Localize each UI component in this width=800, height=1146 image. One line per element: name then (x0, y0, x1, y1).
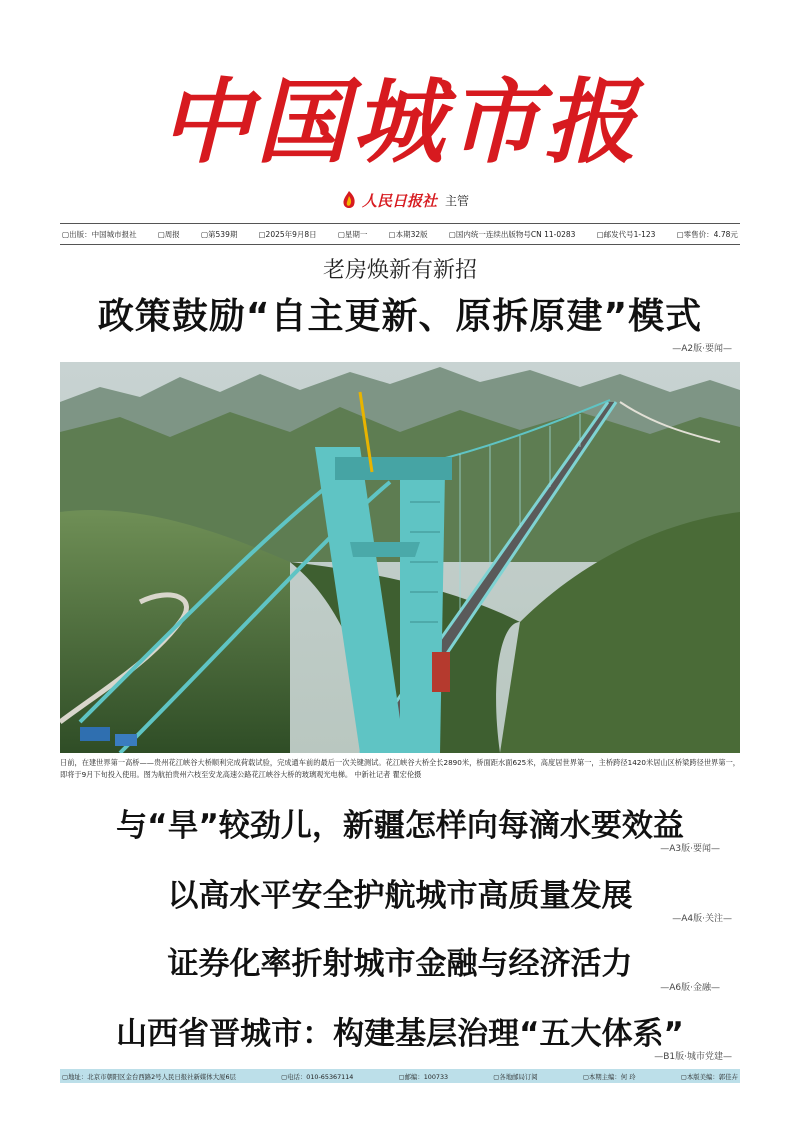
story-page-ref: —A4版·关注— (672, 914, 732, 924)
story-page-ref: —B1版·城市党建— (654, 1052, 732, 1062)
story-headline[interactable]: 证券化率折射城市金融与经济活力 (167, 946, 633, 982)
story-page-ref: —A3版·要闻— (660, 844, 720, 854)
footer-phone: ▢电话：010-65367114 (281, 1072, 354, 1081)
info-issue: ▢第539期 (200, 229, 238, 239)
publication-info-bar (60, 223, 740, 245)
story-headline[interactable]: 以高水平安全护航城市高质量发展 (167, 878, 633, 914)
masthead-title: 中国城市报 (159, 68, 640, 176)
info-cn-number: ▢国内统一连续出版物号CN 11-0283 (448, 229, 576, 239)
info-pages: ▢本期32版 (388, 229, 428, 239)
photo-caption: 日前，在建世界第一高桥——贵州花江峡谷大桥顺利完成荷载试验，完成通车前的最后一次关键测试。花江峡谷大桥全长2890米，桥面距水面625米，高度居世界第一，主桥跨径1420米居山区桥梁跨径世界第一，即将于9月下旬投入使用。图为航拍贵州六枝至安龙高速公路花江峡谷大桥的玻璃观光电梯。 中新社记者 瞿宏伦摄 (60, 758, 740, 779)
sponsor-line (340, 188, 469, 212)
lead-headline[interactable]: 政策鼓励“自主更新、原拆原建”模式 (97, 296, 703, 337)
sponsor-name: 人民日报社 (362, 191, 438, 210)
footer-chief-editor: ▢本期主编：何 玲 (582, 1072, 636, 1081)
people-daily-logo-icon (340, 190, 358, 210)
story-page-ref: —A6版·金融— (660, 983, 720, 993)
info-postal-code: ▢邮发代号1-123 (596, 229, 656, 239)
story-headline[interactable]: 与“旱”较劲儿，新疆怎样向每滴水要效益 (116, 808, 684, 844)
info-price: ▢零售价：4.78元 (676, 229, 738, 239)
footer-subscription: ▢各地邮局订阅 (493, 1072, 538, 1081)
lead-photo[interactable] (60, 362, 740, 753)
footer-info-bar (60, 1069, 740, 1083)
info-publisher: ▢出版：中国城市报社 (62, 229, 137, 239)
info-date: ▢2025年9月8日 (258, 229, 317, 239)
footer-designer: ▢本版美编：郭佳卉 (680, 1072, 738, 1081)
lead-kicker[interactable]: 老房焕新有新招 (322, 258, 477, 283)
info-weekday: ▢星期一 (337, 229, 368, 239)
footer-postcode: ▢邮编：100733 (398, 1072, 449, 1081)
info-frequency: ▢周报 (157, 229, 180, 239)
footer-address: ▢地址：北京市朝阳区金台西路2号人民日报社新媒体大厦6层 (62, 1072, 236, 1081)
story-headline[interactable]: 山西省晋城市：构建基层治理“五大体系” (116, 1016, 684, 1052)
lead-page-ref: —A2版·要闻— (672, 344, 732, 354)
masthead (0, 55, 800, 190)
sponsor-role: 主管 (445, 193, 470, 208)
